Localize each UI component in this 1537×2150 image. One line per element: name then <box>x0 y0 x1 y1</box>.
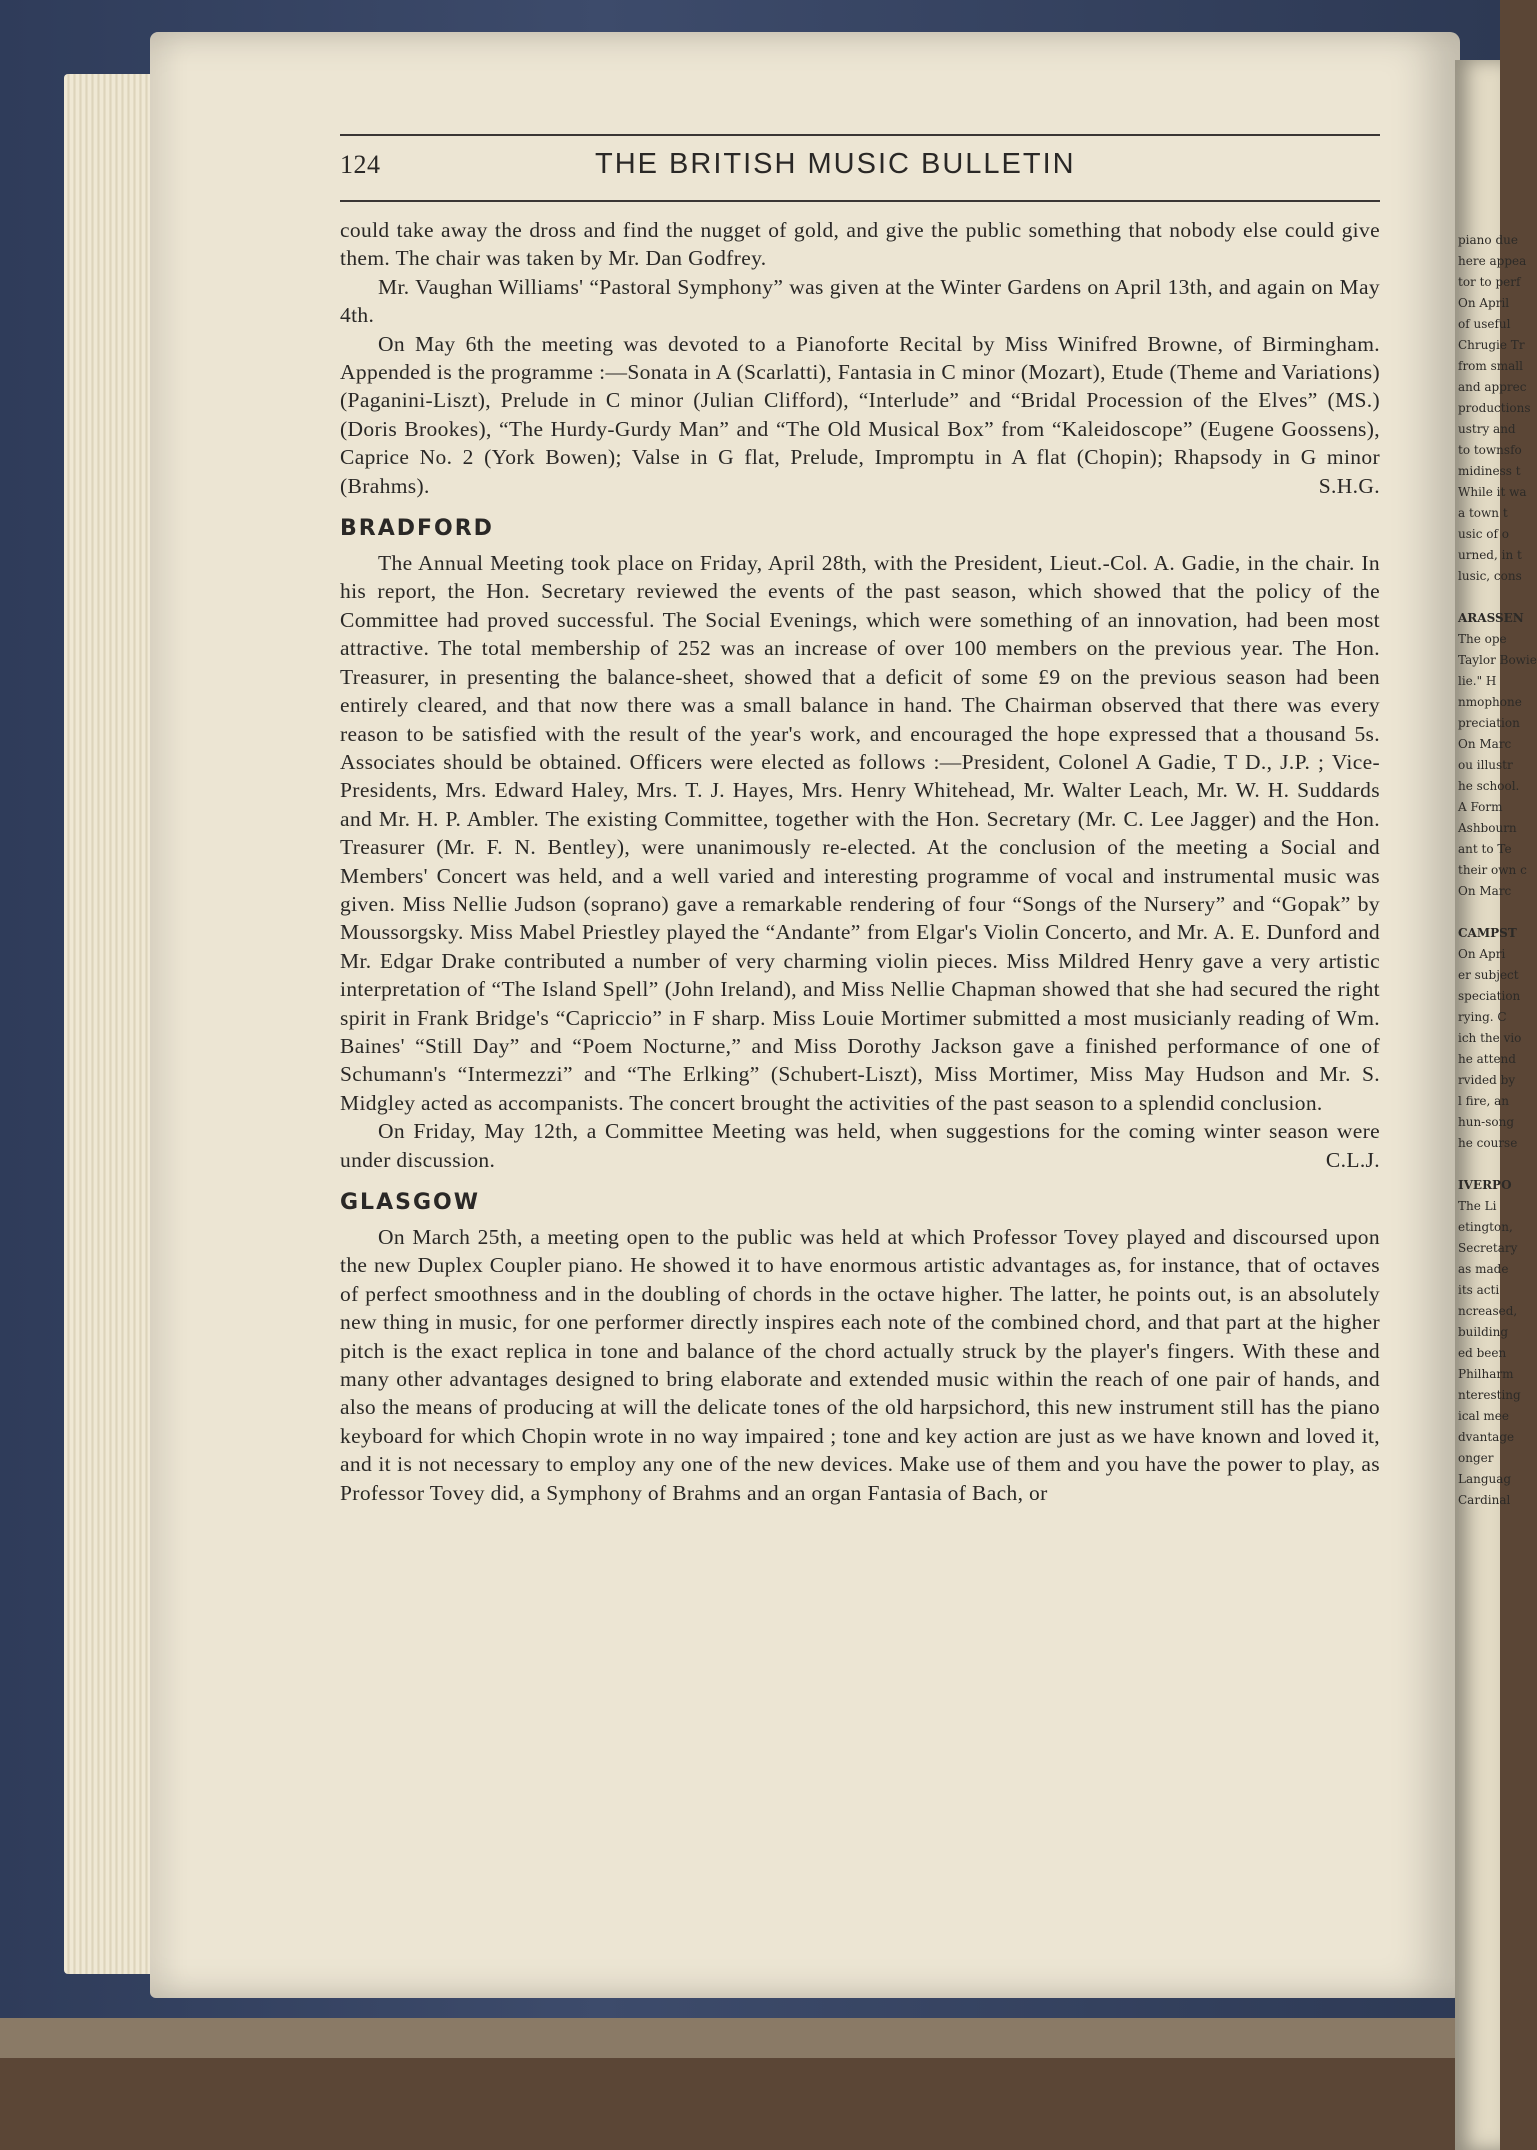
neighbor-text-fragment: On Marc <box>1458 884 1512 898</box>
neighbor-text-fragment: usic of o <box>1458 527 1509 541</box>
neighbor-text-fragment: etington, <box>1458 1220 1513 1234</box>
neighbor-text-fragment: as made <box>1458 1262 1509 1276</box>
neighbor-text-fragment: he attend <box>1458 1052 1516 1066</box>
signature-shg: S.H.G. <box>1318 473 1380 498</box>
neighbor-text-fragment: nteresting <box>1458 1388 1521 1402</box>
neighbor-text-fragment: Languag <box>1458 1472 1512 1486</box>
header-rule-bottom <box>340 200 1380 202</box>
neighbor-text-fragment: hun-song <box>1458 1115 1515 1129</box>
neighbor-text-fragment: IVERPO <box>1458 1178 1512 1192</box>
paragraph-recital <box>340 330 1380 500</box>
neighbor-text-fragment: ich the vio <box>1458 1031 1522 1045</box>
neighbor-text-fragment: onger <box>1458 1451 1494 1465</box>
neighbor-text-fragment: Secretary <box>1458 1241 1518 1255</box>
neighbor-text-fragment: ical mee <box>1458 1409 1509 1423</box>
neighbor-text-fragment: Ashbourn <box>1458 821 1517 835</box>
neighbor-text-fragment: On April <box>1458 296 1510 310</box>
neighbor-text-fragment: er subject <box>1458 968 1519 982</box>
neighbor-text-fragment: Philharm <box>1458 1367 1514 1381</box>
neighbor-text-fragment: their own c <box>1458 863 1527 877</box>
signature-clj: C.L.J. <box>1325 1147 1380 1172</box>
neighbor-text-fragment: he school. <box>1458 779 1520 793</box>
neighbor-text-fragment: piano due <box>1458 233 1518 247</box>
committee-text: On Friday, May 12th, a Committee Meeting was held, when suggestions for the coming winter season were under discussion. <box>340 1119 1380 1172</box>
neighbor-text-fragment: productions <box>1458 401 1531 415</box>
neighbor-text-fragment <box>1455 1154 1500 1175</box>
neighbor-text-fragment: lusic, cons <box>1458 569 1522 583</box>
neighbor-text-fragment: rying. C <box>1458 1010 1507 1024</box>
neighbor-text-fragment: Cardinal <box>1458 1493 1511 1507</box>
page-number: 124 <box>340 150 381 179</box>
section-heading-bradford: BRADFORD <box>340 516 494 542</box>
neighbor-text-fragment: l fire, an <box>1458 1094 1510 1108</box>
neighbor-text-fragment: speciation <box>1458 989 1521 1003</box>
neighbor-text-fragment: he course <box>1458 1136 1518 1150</box>
neighbor-text-fragment: preciation <box>1458 716 1520 730</box>
neighbor-text-fragment: to townsfo <box>1458 443 1522 457</box>
cover-bottom-edge <box>0 2018 1500 2058</box>
neighbor-text-fragment: While it wa <box>1458 485 1527 499</box>
neighbor-text-fragment: ustry and <box>1458 422 1516 436</box>
neighbor-text-fragment: The ope <box>1458 632 1507 646</box>
running-head <box>340 136 1380 200</box>
neighbor-page-bleed <box>1455 60 1537 2150</box>
neighbor-text-fragment: here appea <box>1458 254 1527 268</box>
neighbor-text-fragment: lie." H <box>1458 674 1497 688</box>
neighbor-text-fragment: CAMPST <box>1458 926 1517 940</box>
neighbor-text-fragment: ncreased, <box>1458 1304 1518 1318</box>
paragraph-continuation: could take away the dross and find the nugget of gold, and give the public something that nobody else could give them. The chair was taken by Mr. Dan Godfrey. <box>340 218 1380 271</box>
neighbor-text-fragment: The Li <box>1458 1199 1497 1213</box>
paragraph-bradford-annual-meeting: The Annual Meeting took place on Friday, April 28th, with the President, Lieut.-Col. A. Gadie, in the chair. In his report, the Hon. Secretary reviewed the events of the past season, which showed that the policy of the Committee had proved successful. The Social Evenings, which were something of an innovation, had been most attractive. The total membership of 252 was an increase of over 100 members on the previous year. The Hon. Treasurer, in presenting the balance-sheet, showed that a deficit of some £9 on the previous season had been entirely cleared, and that now there was a small balance in hand. The Chairman observed that there was every reason to be satisfied with the result of the year's work, and encouraged the hope expressed that a thousand 5s. Associates should be obtained. Officers were elected as follows :—President, Colonel A Gadie, T D., J.P. ; Vice-Presidents, Mrs. Edward Haley, Mrs. T. J. Hayes, Mrs. Henry Whitehead, Mr. Walter Leach, Mr. W. H. Suddards and Mr. H. P. Ambler. The existing Committee, together with the Hon. Secretary (Mr. C. Lee Jagger) and the Hon. Treasurer (Mr. F. N. Bentley), were unanimously re-elected. At the conclusion of the meeting a Social and Members' Concert was held, and a well varied and interesting programme of vocal and instrumental music was given. Miss Nellie Judson (soprano) gave a remarkable rendering of four “Songs of the Nursery” and “Gopak” by Moussorgsky. Miss Mabel Priestley played the “Andante” from Elgar's Violin Concerto, and Mr. A. E. Dunford and Mr. Edgar Drake contributed a number of very charming violin pieces. Miss Mildred Henry gave a very artistic interpretation of “The Island Spell” (John Ireland), and Miss Nellie Chapman showed that she had secured the right spirit in Frank Bridge's “Capriccio” in F sharp. Miss Louie Mortimer submitted a most musicianly reading of Wm. Baines' “Still Day” and “Poem Nocturne,” and Miss Dorothy Jackson gave a finished performance of one of Schumann's “Intermezzi” and “The Erlking” (Schubert-Liszt), Miss Mortimer, Miss May Hudson and Mr. S. Midgley acted as accompanists. The concert brought the activities of the past season to a splendid conclusion. <box>340 551 1380 1115</box>
neighbor-text-fragment: and apprec <box>1458 380 1527 394</box>
neighbor-text-fragment: from small <box>1458 359 1523 373</box>
neighbor-text-fragment: Taylor Bowie <box>1458 653 1537 667</box>
section-heading-glasgow: GLASGOW <box>340 1190 480 1215</box>
neighbor-text-fragment <box>1455 587 1500 608</box>
neighbor-text-fragment: dvantage <box>1458 1430 1515 1444</box>
paragraph-bradford-committee <box>340 1117 1380 1174</box>
neighbor-text-fragment: Chrugie Tr <box>1458 338 1525 352</box>
neighbor-text-fragment: A Form <box>1458 800 1503 814</box>
page-content <box>340 134 1380 1507</box>
neighbor-text-fragment: ou illustr <box>1458 758 1513 772</box>
neighbor-text-fragment: nmophone <box>1458 695 1522 709</box>
neighbor-text-fragment: rvided by <box>1458 1073 1516 1087</box>
neighbor-text-fragment: urned, in t <box>1458 548 1522 562</box>
paragraph-pastoral-symphony: Mr. Vaughan Williams' “Pastoral Symphony” was given at the Winter Gardens on April 13th, and again on May 4th. <box>340 274 1380 328</box>
neighbor-text-fragment: ed been <box>1458 1346 1507 1360</box>
neighbor-text-fragment: its acti <box>1458 1283 1500 1297</box>
neighbor-text-fragment: midiness t <box>1458 464 1521 478</box>
neighbor-text-fragment: building <box>1458 1325 1509 1339</box>
neighbor-text-fragment: ant to Te <box>1458 842 1512 856</box>
paragraph-glasgow-tovey: On March 25th, a meeting open to the public was held at which Professor Tovey played and discoursed upon the new Duplex Coupler piano. He showed it to have enormous artistic advantages as, for instance, that of octaves of perfect smoothness and in the doubling of chords in the octave higher. The latter, he points out, is an absolutely new thing in music, for one performer directly inspires each note of the combined chord, and that part at the higher pitch is the exact replica in tone and balance of the chord actually struck by the player's fingers. With these and many other advantages designed to bring elaborate and extended music within the reach of one pair of hands, and also the means of producing at will the delicate tones of the old harpsichord, this new instrument still has the piano keyboard for which Chopin wrote in no way impaired ; tone and key action are just as we have known and loved it, and it is not necessary to employ any one of the new devices. Make use of them and you have the power to play, as Professor Tovey did, a Symphony of Brahms and an organ Fantasia of Bach, or <box>340 1225 1380 1505</box>
neighbor-text-fragment: of useful <box>1458 317 1511 331</box>
neighbor-text-fragment: On Marc <box>1458 737 1512 751</box>
recital-text: On May 6th the meeting was devoted to a Pianoforte Recital by Miss Winifred Browne, of Birmingham. Appended is the programme :—Sonata in A (Scarlatti), Fantasia in C minor (Mozart), Etude (Theme and Variations) (Paganini-Liszt), Prelude in C minor (Julian Clifford), “Interlude” and “Bridal Procession of the Elves” (MS.) (Doris Brookes), “The Hurdy-Gurdy Man” and “The Old Musical Box” from “Kaleidoscope” (Eugene Goossens), Caprice No. 2 (York Bowen); Valse in G flat, Prelude, Impromptu in A flat (Chopin); Rhapsody in G minor (Brahms). <box>340 331 1380 498</box>
journal-title: THE BRITISH MUSIC BULLETIN <box>595 148 1076 180</box>
neighbor-text-fragment: ARASSEN <box>1458 611 1524 625</box>
neighbor-text-fragment: a town t <box>1458 506 1508 520</box>
neighbor-text-fragment: On Apri <box>1458 947 1506 961</box>
neighbor-text-fragment: tor to perf <box>1458 275 1521 289</box>
neighbor-text-fragment <box>1455 902 1500 923</box>
